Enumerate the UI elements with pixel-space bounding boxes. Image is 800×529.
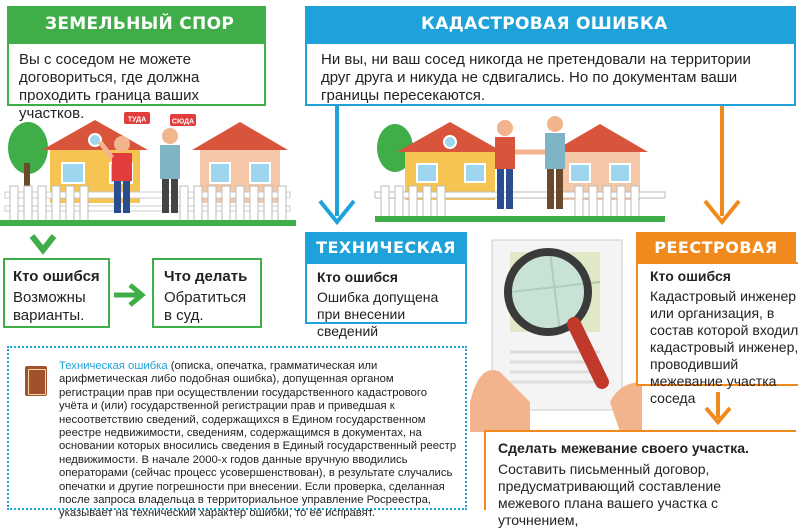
speech-text-1: ТУДА xyxy=(127,116,147,124)
registry-error-box xyxy=(636,262,799,406)
cadastral-error-description-box xyxy=(305,42,796,106)
what-to-do-box xyxy=(152,258,262,328)
land-dispute-header: ЗЕМЕЛЬНЫЙ СПОР xyxy=(7,6,266,42)
arrow-right-green-icon xyxy=(112,280,148,310)
cadastral-error-header: КАДАСТРОВАЯ ОШИБКА xyxy=(305,6,796,42)
neighbor-pointing-icon xyxy=(160,128,180,213)
what-to-do-text: Обратиться в суд. xyxy=(164,289,247,324)
book-icon xyxy=(25,366,47,396)
definition-text: (описка, опечатка, грамматическая или арифметическая либо подобная ошибка), допущенная органом регистрации прав при осуществлении государственного кадастрового учёта и (или) государственной регистрации прав и приведшая к несоответствию сведений, содержащихся в Едином государственном реестре недвижимости, сведениям, содержащимся в документах, на основании которых вносились сведения в Единый государственный реестр недвижимости. В начале 2000-х годов данные вручную вводились операторами (сейчас процесс усовершенствован), в результате случались опечатки и другие погрешности при внесении. Если проверка, сделанная после запроса владельца в территориальное управление Росреестра, указывает на технический характер ошибки, то её исправят. xyxy=(59,360,457,520)
what-to-do-title: Что делать xyxy=(164,268,248,285)
action-title: Сделать межевание своего участка. xyxy=(498,440,749,456)
registry-error-tag: РЕЕСТРОВАЯ xyxy=(636,232,796,262)
definition-term: Техническая ошибка xyxy=(59,360,168,372)
technical-error-box xyxy=(305,262,467,339)
registry-who-text: Кадастровый инженер или организация, в состав которой входил кадастровый инженер, проводивший межевание участка соседа xyxy=(650,288,799,406)
registry-who-title: Кто ошибся xyxy=(650,268,731,284)
map-magnifier-illustration xyxy=(470,232,642,432)
technical-who-text: Ошибка допущена при внесении сведений xyxy=(317,289,439,339)
cadastral-error-description: Ни вы, ни ваш сосед никогда не претендовали на территории друг друга и никуда не сдвигались. Но по документам ваши границы пересекаются. xyxy=(321,51,751,104)
action-text: Составить письменный договор, предусматривающий составление межевого плана вашего участка с уточнением, xyxy=(498,461,721,528)
arrow-down-orange-2-icon xyxy=(700,392,736,428)
land-dispute-description: Вы с соседом не можете договориться, где должна проходить граница ваших участков. xyxy=(19,51,200,122)
who-erred-title: Кто ошибся xyxy=(13,268,100,285)
technical-who-title: Кто ошибся xyxy=(317,269,398,285)
who-erred-text: Возможны варианты. xyxy=(13,289,86,324)
technical-error-definition xyxy=(59,360,459,521)
dispute-illustration xyxy=(0,108,300,228)
fence-icon xyxy=(0,186,296,226)
technical-error-tag: ТЕХНИЧЕСКАЯ xyxy=(305,232,467,262)
who-erred-box xyxy=(3,258,110,328)
technical-error-definition-box xyxy=(7,346,467,520)
speech-text-2: СЮДА xyxy=(171,118,195,126)
neighbors-illustration xyxy=(375,112,665,222)
action-box xyxy=(484,430,796,528)
arrow-down-green-icon xyxy=(28,228,58,258)
